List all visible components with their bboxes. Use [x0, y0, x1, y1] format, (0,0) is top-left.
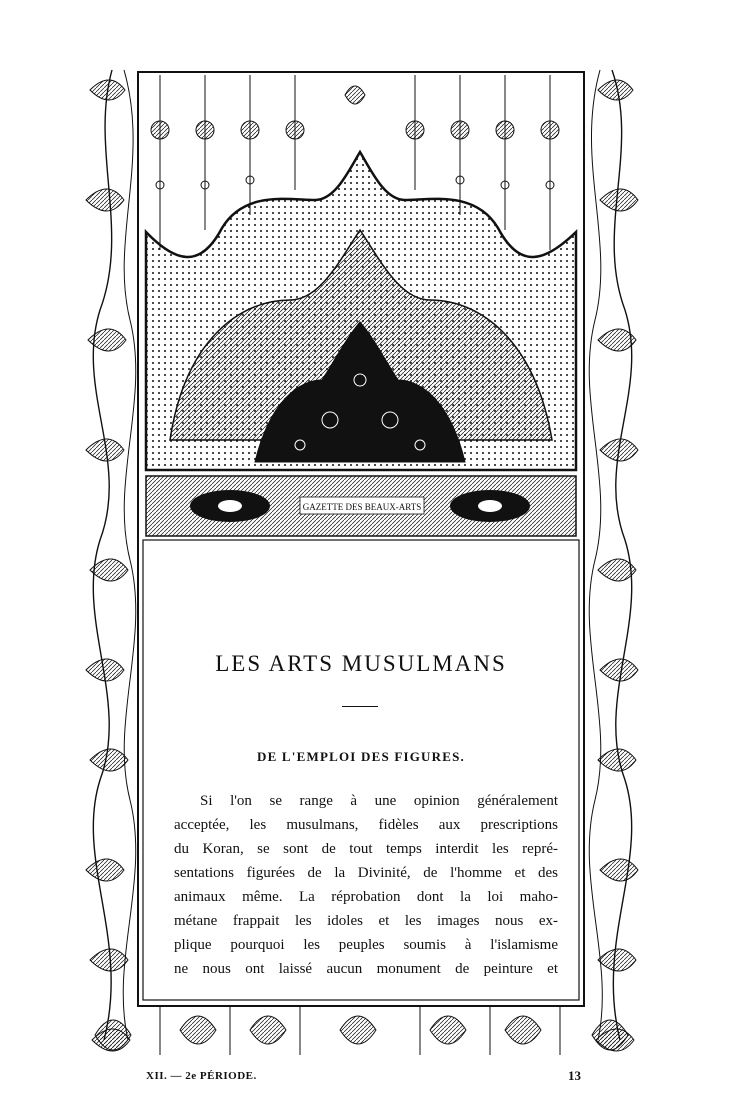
body-line: animaux même. La réprobation dont la loi maho-: [174, 889, 558, 905]
engraved-signature: GAZETTE DES BEAUX-ARTS: [302, 502, 422, 512]
title-rule: [342, 706, 378, 707]
body-line: plique pourquoi les peuples soumis à l'islamisme: [174, 937, 558, 953]
footer-volume: XII. — 2e PÉRIODE.: [146, 1070, 257, 1082]
left-border-leaves: [86, 80, 130, 1051]
page-number: 13: [568, 1068, 581, 1083]
article-panel: [146, 543, 576, 996]
body-line: du Koran, se sont de tout temps interdit les repré-: [174, 841, 558, 857]
body-line: métane frappait les idoles et les images nous ex-: [174, 913, 558, 929]
left-border-vine: [93, 70, 135, 1040]
body-line: sentations figurées de la Divinité, de l'homme et des: [174, 865, 558, 881]
bottom-pendants: [95, 1016, 628, 1050]
right-border-vine: [589, 70, 631, 1040]
body-line: acceptée, les musulmans, fidèles aux prescriptions: [174, 817, 558, 833]
article-subtitle: DE L'EMPLOI DES FIGURES.: [257, 749, 465, 764]
article-title: LES ARTS MUSULMANS: [215, 651, 507, 676]
body-line: Si l'on se range à une opinion généralement: [200, 793, 558, 809]
right-border-leaves: [596, 80, 638, 1051]
article-body: [174, 789, 558, 981]
body-line: ne nous ont laissé aucun monument de peinture et: [174, 961, 558, 977]
